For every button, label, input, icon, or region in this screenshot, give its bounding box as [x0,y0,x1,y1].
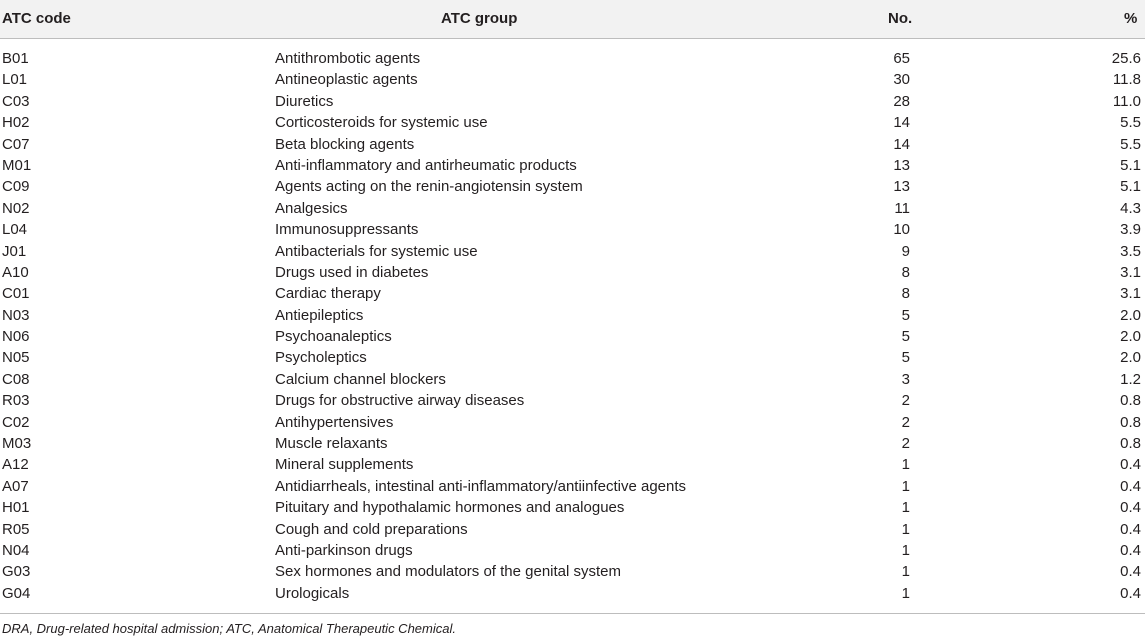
table-row [0,454,1145,475]
table-body [0,48,1145,604]
table-row [0,347,1145,368]
cell-atc-code: H01 [2,499,30,517]
cell-atc-code: N02 [2,199,30,217]
cell-atc-group: Analgesics [275,199,348,217]
table-row [0,390,1145,411]
cell-count: 3 [901,370,910,388]
table-row [0,198,1145,219]
cell-count: 1 [901,477,910,495]
cell-percent: 5.5 [1120,114,1141,132]
table-row [0,262,1145,283]
cell-count: 8 [901,285,910,303]
cell-percent: 3.1 [1120,263,1141,281]
cell-percent: 0.4 [1120,541,1141,559]
cell-percent: 0.8 [1120,435,1141,453]
cell-count: 1 [901,456,910,474]
cell-atc-code: A07 [2,477,29,495]
cell-atc-group: Calcium channel blockers [275,370,446,388]
cell-percent: 11.0 [1112,92,1141,110]
cell-atc-group: Diuretics [275,92,334,110]
cell-percent: 0.4 [1120,477,1141,495]
cell-count: 1 [901,520,910,538]
cell-percent: 5.1 [1120,178,1141,196]
cell-atc-group: Antihypertensives [275,413,394,431]
cell-count: 65 [893,50,910,67]
header-percent: % [1124,10,1138,27]
header-atc-group: ATC group [441,10,518,27]
cell-atc-code: G04 [2,584,31,602]
cell-atc-code: J01 [2,242,27,260]
cell-atc-code: C01 [2,285,30,303]
cell-atc-code: H02 [2,114,30,132]
table-row [0,433,1145,454]
cell-atc-group: Pituitary and hypothalamic hormones and analogues [275,499,625,517]
cell-count: 1 [901,541,910,559]
table-row [0,91,1145,112]
table-row [0,369,1145,390]
table-row [0,112,1145,133]
cell-percent: 2.0 [1120,306,1141,324]
table-row [0,412,1145,433]
cell-count: 13 [893,178,910,196]
cell-atc-code: C02 [2,413,30,431]
cell-atc-group: Sex hormones and modulators of the genital system [275,563,622,581]
cell-percent: 0.4 [1120,456,1141,474]
cell-percent: 0.8 [1120,413,1141,431]
table-row [0,326,1145,347]
cell-count: 5 [901,306,910,324]
cell-percent: 3.5 [1120,242,1141,260]
table-row [0,305,1145,326]
cell-atc-group: Agents acting on the renin-angiotensin system [275,178,583,196]
cell-atc-code: M03 [2,435,32,453]
cell-percent: 5.1 [1120,156,1141,174]
table-row [0,540,1145,561]
table-row [0,241,1145,262]
table-row [0,476,1145,497]
cell-count: 2 [901,392,910,410]
cell-atc-group: Mineral supplements [275,456,414,474]
cell-atc-group: Cough and cold preparations [275,520,468,538]
cell-count: 1 [901,563,910,581]
cell-atc-code: A12 [2,456,29,474]
cell-atc-code: N06 [2,328,30,346]
cell-atc-group: Drugs for obstructive airway diseases [275,392,525,410]
table-row [0,69,1145,90]
cell-count: 13 [893,156,910,174]
cell-atc-group: Antidiarrheals, intestinal anti-inflammatory/antiinfective agents [275,477,687,495]
header-atc-code: ATC code [2,10,71,27]
cell-percent: 0.8 [1120,392,1141,410]
cell-percent: 11.8 [1112,71,1141,89]
table-row [0,497,1145,518]
cell-count: 14 [893,135,910,153]
table-row [0,283,1145,304]
cell-atc-group: Anti-parkinson drugs [275,541,413,559]
cell-atc-group: Urologicals [275,584,350,602]
table-header [0,0,1145,39]
cell-count: 10 [893,221,910,239]
cell-atc-code: N05 [2,349,30,367]
cell-atc-code: G03 [2,563,31,581]
cell-count: 9 [901,242,910,260]
cell-atc-group: Cardiac therapy [275,285,381,303]
table-row [0,561,1145,582]
cell-atc-group: Muscle relaxants [275,435,388,453]
cell-percent: 0.4 [1120,520,1141,538]
header-count: No. [888,10,913,27]
cell-atc-group: Antithrombotic agents [275,50,421,67]
cell-atc-group: Drugs used in diabetes [275,263,429,281]
table-row [0,155,1145,176]
cell-count: 1 [901,584,910,602]
cell-count: 2 [901,413,910,431]
cell-atc-group: Beta blocking agents [275,135,415,153]
table-row [0,583,1145,604]
cell-atc-code: A10 [2,263,29,281]
cell-atc-code: M01 [2,156,32,174]
table-footnote: DRA, Drug-related hospital admission; ATC, Anatomical Therapeutic Chemical. [2,621,456,636]
cell-atc-code: L01 [2,71,28,89]
cell-percent: 3.1 [1120,285,1141,303]
cell-atc-code: N03 [2,306,30,324]
cell-percent: 5.5 [1120,135,1141,153]
cell-count: 5 [901,349,910,367]
cell-percent: 0.4 [1120,584,1141,602]
cell-atc-code: R05 [2,520,30,538]
cell-count: 5 [901,328,910,346]
cell-atc-code: C03 [2,92,30,110]
cell-atc-code: C07 [2,135,30,153]
cell-percent: 4.3 [1120,199,1141,217]
table-row [0,48,1145,69]
table-bottom-rule [0,613,1145,614]
cell-atc-code: C09 [2,178,30,196]
cell-percent: 25.6 [1111,50,1141,67]
table-row [0,219,1145,240]
cell-atc-code: L04 [2,221,28,239]
cell-count: 30 [893,71,910,89]
cell-atc-group: Corticosteroids for systemic use [275,114,488,132]
cell-percent: 0.4 [1120,563,1141,581]
cell-atc-group: Antineoplastic agents [275,71,418,89]
cell-atc-group: Psycholeptics [275,349,367,367]
cell-percent: 3.9 [1120,221,1141,239]
cell-count: 2 [901,435,910,453]
table-row [0,519,1145,540]
table-row [0,134,1145,155]
cell-atc-group: Immunosuppressants [275,221,419,239]
cell-percent: 2.0 [1120,328,1141,346]
cell-percent: 1.2 [1120,370,1141,388]
cell-atc-group: Anti-inflammatory and antirheumatic products [275,156,577,174]
cell-percent: 2.0 [1120,349,1141,367]
cell-percent: 0.4 [1120,499,1141,517]
cell-atc-code: R03 [2,392,30,410]
cell-atc-group: Antiepileptics [275,306,364,324]
cell-count: 28 [893,92,910,110]
cell-count: 14 [893,114,910,132]
cell-atc-code: C08 [2,370,30,388]
cell-atc-group: Antibacterials for systemic use [275,242,478,260]
cell-count: 11 [894,199,910,217]
cell-atc-code: B01 [2,50,29,67]
table-row [0,176,1145,197]
cell-count: 8 [901,263,910,281]
cell-atc-group: Psychoanaleptics [275,328,392,346]
cell-atc-code: N04 [2,541,30,559]
cell-count: 1 [901,499,910,517]
